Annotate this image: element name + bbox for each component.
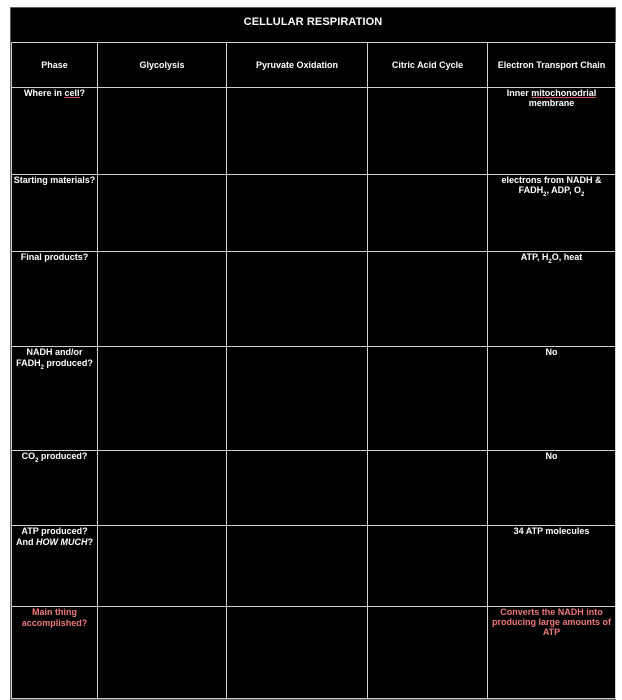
header-pyruvate-oxidation: Pyruvate Oxidation <box>227 43 368 88</box>
table-row-location <box>12 88 616 175</box>
row-label-main-thing: Main thing accomplished? <box>12 607 98 699</box>
cell-pyruvate-atp[interactable] <box>227 526 368 607</box>
header-glycolysis: Glycolysis <box>98 43 227 88</box>
table-row-starting-materials <box>12 175 616 252</box>
cell-pyruvate-starting[interactable] <box>227 175 368 252</box>
cell-glycolysis-starting[interactable] <box>98 175 227 252</box>
cellular-respiration-worksheet <box>10 7 616 700</box>
cell-glycolysis-main[interactable] <box>98 607 227 699</box>
cell-glycolysis-location[interactable] <box>98 88 227 175</box>
cell-citric-starting[interactable] <box>368 175 488 252</box>
row-label-final-products: Final products? <box>12 252 98 347</box>
cell-pyruvate-main[interactable] <box>227 607 368 699</box>
header-phase: Phase <box>12 43 98 88</box>
cell-citric-main[interactable] <box>368 607 488 699</box>
cell-citric-atp[interactable] <box>368 526 488 607</box>
cell-citric-co2[interactable] <box>368 451 488 526</box>
cell-glycolysis-atp[interactable] <box>98 526 227 607</box>
header-electron-transport-chain: Electron Transport Chain <box>488 43 616 88</box>
header-citric-acid-cycle: Citric Acid Cycle <box>368 43 488 88</box>
cell-etc-atp: 34 ATP molecules <box>488 526 616 607</box>
cell-etc-products: ATP, $H_2O$, heat <box>488 252 616 347</box>
cell-glycolysis-products[interactable] <box>98 252 227 347</box>
table-row-main-accomplishment <box>12 607 616 699</box>
row-label-where-in-cell: Where in cell? <box>12 88 98 175</box>
cell-pyruvate-products[interactable] <box>227 252 368 347</box>
table-row-co2-produced <box>12 451 616 526</box>
cell-pyruvate-location[interactable] <box>227 88 368 175</box>
cell-etc-starting: electrons from NADH & $FADH_2$, ADP, $O_2$ <box>488 175 616 252</box>
cell-pyruvate-co2[interactable] <box>227 451 368 526</box>
cell-glycolysis-co2[interactable] <box>98 451 227 526</box>
cell-etc-co2: No <box>488 451 616 526</box>
table-row-nadh-produced <box>12 347 616 451</box>
table-title: CELLULAR RESPIRATION <box>243 16 383 28</box>
header-row <box>12 43 616 88</box>
cell-citric-nadh[interactable] <box>368 347 488 451</box>
row-label-nadh-produced: NADH and/or $FADH_2$ produced? <box>12 347 98 451</box>
table-row-atp-produced <box>12 526 616 607</box>
cell-citric-location[interactable] <box>368 88 488 175</box>
cell-etc-location: Inner mitochonodrial membrane <box>488 88 616 175</box>
row-label-co2-produced: $CO_2$ produced? <box>12 451 98 526</box>
row-label-atp-produced: ATP produced? And HOW MUCH? <box>12 526 98 607</box>
cell-etc-nadh: No <box>488 347 616 451</box>
cell-glycolysis-nadh[interactable] <box>98 347 227 451</box>
row-label-starting-materials: Starting materials? <box>12 175 98 252</box>
respiration-table <box>11 42 616 699</box>
cell-etc-main: Converts the NADH into producing large amounts of ATP <box>488 607 616 699</box>
table-row-final-products <box>12 252 616 347</box>
cell-pyruvate-nadh[interactable] <box>227 347 368 451</box>
cell-citric-products[interactable] <box>368 252 488 347</box>
